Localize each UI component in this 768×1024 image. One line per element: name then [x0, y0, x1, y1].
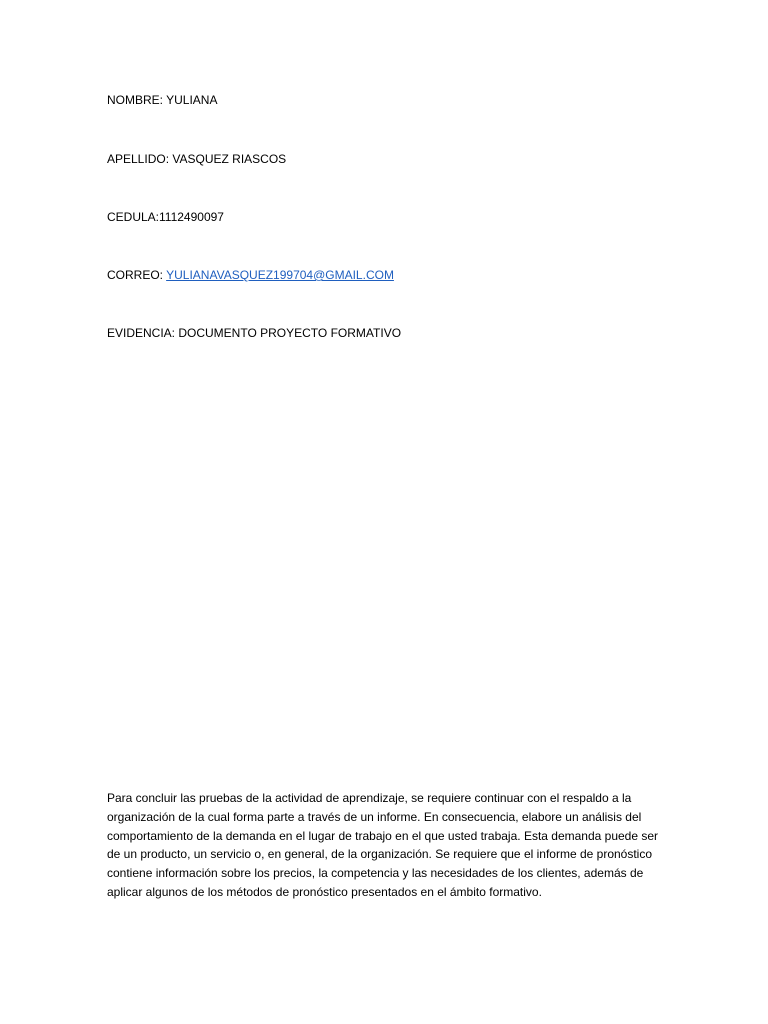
email-link[interactable]: YULIANAVASQUEZ199704@GMAIL.COM	[166, 268, 394, 282]
nombre-line: NOMBRE: YULIANA	[107, 93, 218, 107]
cedula-line: CEDULA:1112490097	[107, 210, 224, 224]
body-paragraph: Para concluir las pruebas de la actividad de aprendizaje, se requiere continuar con el respaldo a la organización de la cual forma parte a través de un informe. En consecuencia, elabore un análisis del comportamiento de la demanda en el lugar de trabajo en el que usted trabaja. Esta demanda puede ser de un producto, un servicio o, en general, de la organización. Se requiere que el informe de pronóstico contiene información sobre los precios, la competencia y las necesidades de los clientes, además de aplicar algunos de los métodos de pronóstico presentados en el ámbito formativo.	[107, 791, 659, 899]
correo-label: CORREO:	[107, 268, 167, 282]
correo-line	[107, 267, 394, 283]
apellido-line: APELLIDO: VASQUEZ RIASCOS	[107, 152, 287, 166]
evidencia-line: EVIDENCIA: DOCUMENTO PROYECTO FORMATIVO	[107, 326, 402, 340]
